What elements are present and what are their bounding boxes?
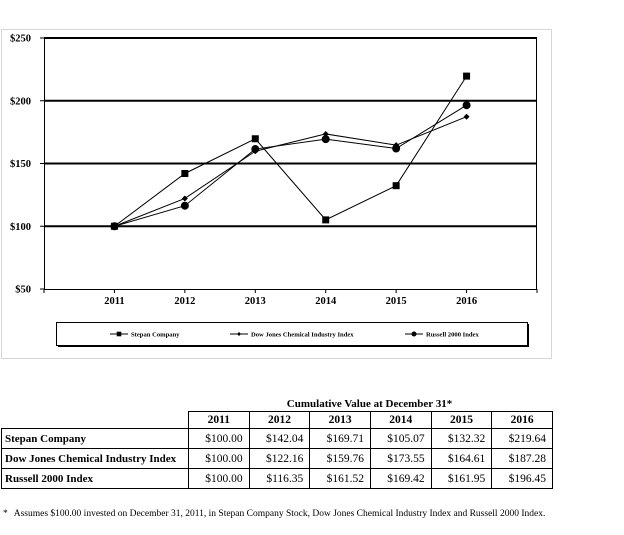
- value-cell: $161.52: [310, 469, 371, 489]
- footnote-text: Assumes $100.00 invested on December 31, 2011, in Stepan Company Stock, Dow Jones Chemical Industry Index and Russell 2000 Index.: [13, 509, 546, 519]
- x-tick-label: 2011: [104, 296, 125, 307]
- data-point-circle-2014: [322, 135, 330, 143]
- year-header-row: [2, 412, 553, 429]
- table-body: [2, 412, 553, 489]
- y-tick-label: $100: [10, 221, 31, 233]
- footnote: [3, 508, 545, 520]
- y-axis-tick-labels: [10, 34, 31, 296]
- table-corner: [2, 412, 189, 429]
- gridlines: [44, 38, 537, 226]
- value-cell: $122.16: [249, 449, 310, 469]
- data-point-diamond-2012: [182, 195, 188, 201]
- series-lines: [110, 73, 470, 231]
- y-tick-label: $150: [10, 159, 31, 171]
- data-point-square-2016: [463, 73, 470, 80]
- value-cell: $196.45: [492, 469, 553, 489]
- x-tick-label: 2013: [244, 296, 266, 307]
- data-point-square-2014: [322, 216, 329, 223]
- value-cell: $100.00: [189, 449, 250, 469]
- data-point-circle-2015: [392, 145, 400, 153]
- year-header: 2016: [492, 412, 553, 429]
- table-row: [2, 449, 553, 469]
- value-cell: $219.64: [492, 429, 553, 449]
- data-point-circle-2016: [463, 101, 471, 109]
- y-tick-label: $250: [10, 33, 31, 45]
- value-cell: $169.42: [370, 469, 431, 489]
- year-header: 2012: [249, 412, 310, 429]
- value-cell: $159.76: [310, 449, 371, 469]
- table-caption: Cumulative Value at December 31*: [286, 398, 453, 410]
- value-cell: $169.71: [310, 429, 371, 449]
- row-label: Dow Jones Chemical Industry Index: [2, 449, 189, 469]
- cumulative-value-table: [1, 411, 553, 489]
- y-tick-label: $200: [10, 96, 31, 108]
- footnote-marker: *: [3, 509, 8, 519]
- legend-label: Stepan Company: [131, 331, 180, 339]
- legend-label: Dow Jones Chemical Industry Index: [251, 331, 354, 339]
- data-point-square-2013: [252, 135, 259, 142]
- axes: [40, 38, 537, 293]
- value-cell: $132.32: [431, 429, 492, 449]
- series-line: [114, 117, 466, 227]
- square-icon: [117, 332, 122, 337]
- year-header: 2011: [189, 412, 250, 429]
- series-line: [114, 105, 466, 226]
- series-circle: [110, 101, 470, 230]
- x-tick-label: 2016: [456, 296, 478, 307]
- y-tick-label: $50: [15, 284, 31, 296]
- value-cell: $164.61: [431, 449, 492, 469]
- value-cell: $116.35: [249, 469, 310, 489]
- x-tick-label: 2015: [385, 296, 407, 307]
- row-label: Stepan Company: [2, 429, 189, 449]
- legend-label: Russell 2000 Index: [426, 331, 479, 339]
- year-header: 2013: [310, 412, 371, 429]
- value-cell: $142.04: [249, 429, 310, 449]
- value-cell: $100.00: [189, 429, 250, 449]
- data-point-square-2012: [181, 170, 188, 177]
- year-header: 2014: [370, 412, 431, 429]
- data-point-diamond-2016: [464, 114, 470, 120]
- value-cell: $173.55: [370, 449, 431, 469]
- data-point-circle-2012: [181, 202, 189, 210]
- value-cell: $161.95: [431, 469, 492, 489]
- value-cell: $105.07: [370, 429, 431, 449]
- table-row: [2, 469, 553, 489]
- row-label: Russell 2000 Index: [2, 469, 189, 489]
- data-point-circle-2013: [251, 145, 259, 153]
- series-line: [114, 76, 466, 226]
- x-axis-tick-labels: [104, 296, 477, 307]
- value-cell: $187.28: [492, 449, 553, 469]
- x-tick-label: 2014: [315, 296, 337, 307]
- x-tick-label: 2012: [174, 296, 196, 307]
- data-point-circle-2011: [110, 222, 118, 230]
- value-cell: $100.00: [189, 469, 250, 489]
- circle-icon: [412, 332, 417, 337]
- legend: [57, 323, 530, 348]
- year-header: 2015: [431, 412, 492, 429]
- table-row: [2, 429, 553, 449]
- data-point-square-2015: [393, 182, 400, 189]
